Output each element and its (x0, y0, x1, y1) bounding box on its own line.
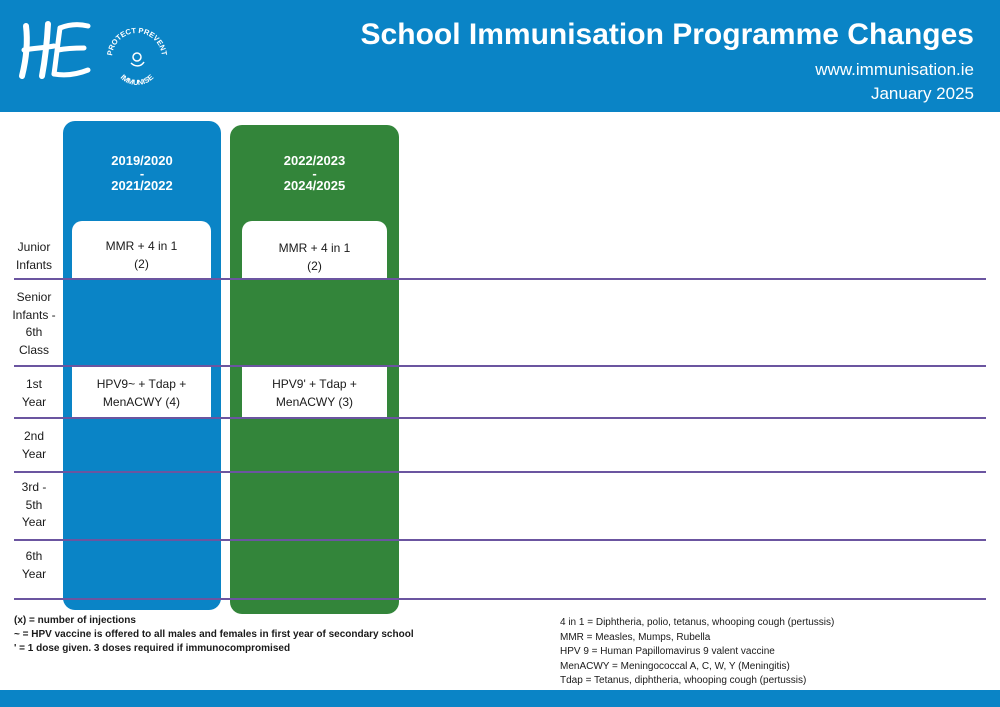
footer-bar (0, 690, 1000, 707)
footnote: ' = 1 dose given. 3 doses required if immunocompromised (14, 643, 291, 654)
footnote: (x) = number of injections (14, 615, 136, 626)
row-divider (14, 365, 986, 367)
svg-text:IMMUNISE: IMMUNISE (118, 72, 156, 86)
injection-count: (2) (134, 257, 149, 271)
column-year-separator: - (312, 166, 317, 181)
row-divider (14, 598, 986, 600)
column-heading (63, 154, 221, 192)
row-divider (14, 278, 986, 280)
vaccine-text: HPV9~ + Tdap + (96, 377, 187, 391)
header-bar (0, 0, 1000, 112)
row-label-sixth-year: 6th Year (21, 549, 47, 581)
footnotes-legend (14, 614, 414, 656)
page-title: School Immunisation Programme Changes (360, 18, 974, 51)
vaccine-text: HPV9' + Tdap + (272, 377, 357, 391)
abbreviation: HPV 9 = Human Papillomavirus 9 valent vaccine (560, 646, 775, 657)
row-label-third-fifth-year: 3rd - 5th Year (21, 480, 47, 529)
abbreviation: MMR = Measles, Mumps, Rubella (560, 631, 711, 643)
publication-date: January 2025 (870, 84, 974, 103)
hse-logo-icon (14, 20, 94, 82)
vaccine-text-cont: MenACWY (3) (275, 395, 354, 409)
column-year-end: 2024/2025 (283, 178, 346, 193)
cell-first-year-2019 (72, 367, 211, 418)
column-year-start: 2019/2020 (111, 153, 173, 168)
svg-text:PROTECT PREVENT: PROTECT PREVENT (105, 25, 169, 57)
row-label-junior-infants: Junior Infants (15, 240, 53, 272)
vaccine-text: MMR + 4 in 1 (278, 241, 351, 255)
injection-count: (2) (307, 259, 322, 273)
cell-junior-infants-2022 (242, 221, 387, 279)
protect-prevent-immunise-seal-icon (102, 24, 172, 86)
row-divider (14, 417, 986, 419)
abbreviation: MenACWY = Meningococcal A, C, W, Y (Meningitis) (560, 660, 790, 672)
website-link[interactable]: www.immunisation.ie (815, 60, 974, 79)
row-label-senior-infants: Senior Infants - 6th Class (12, 290, 56, 357)
row-divider (14, 539, 986, 541)
abbreviation: Tdap = Tetanus, diphtheria, whooping cough (pertussis) (560, 675, 807, 686)
vaccine-text-cont: MenACWY (4) (102, 395, 181, 409)
vaccine-text: MMR + 4 in 1 (105, 239, 178, 253)
footnote: ~ = HPV vaccine is offered to all males and females in first year of secondary school (14, 629, 414, 640)
cell-junior-infants-2019 (72, 221, 211, 279)
column-year-separator: - (139, 166, 145, 181)
column-year-end: 2021/2022 (111, 178, 173, 193)
abbreviation: 4 in 1 = Diphtheria, polio, tetanus, whooping cough (pertussis) (560, 617, 835, 628)
column-heading (230, 154, 399, 192)
column-year-start: 2022/2023 (283, 153, 346, 168)
row-label-first-year: 1st Year (21, 377, 47, 409)
vaccine-abbreviations (560, 616, 834, 689)
cell-first-year-2022 (242, 367, 387, 418)
row-label-second-year: 2nd Year (21, 429, 47, 461)
row-divider (14, 471, 986, 473)
